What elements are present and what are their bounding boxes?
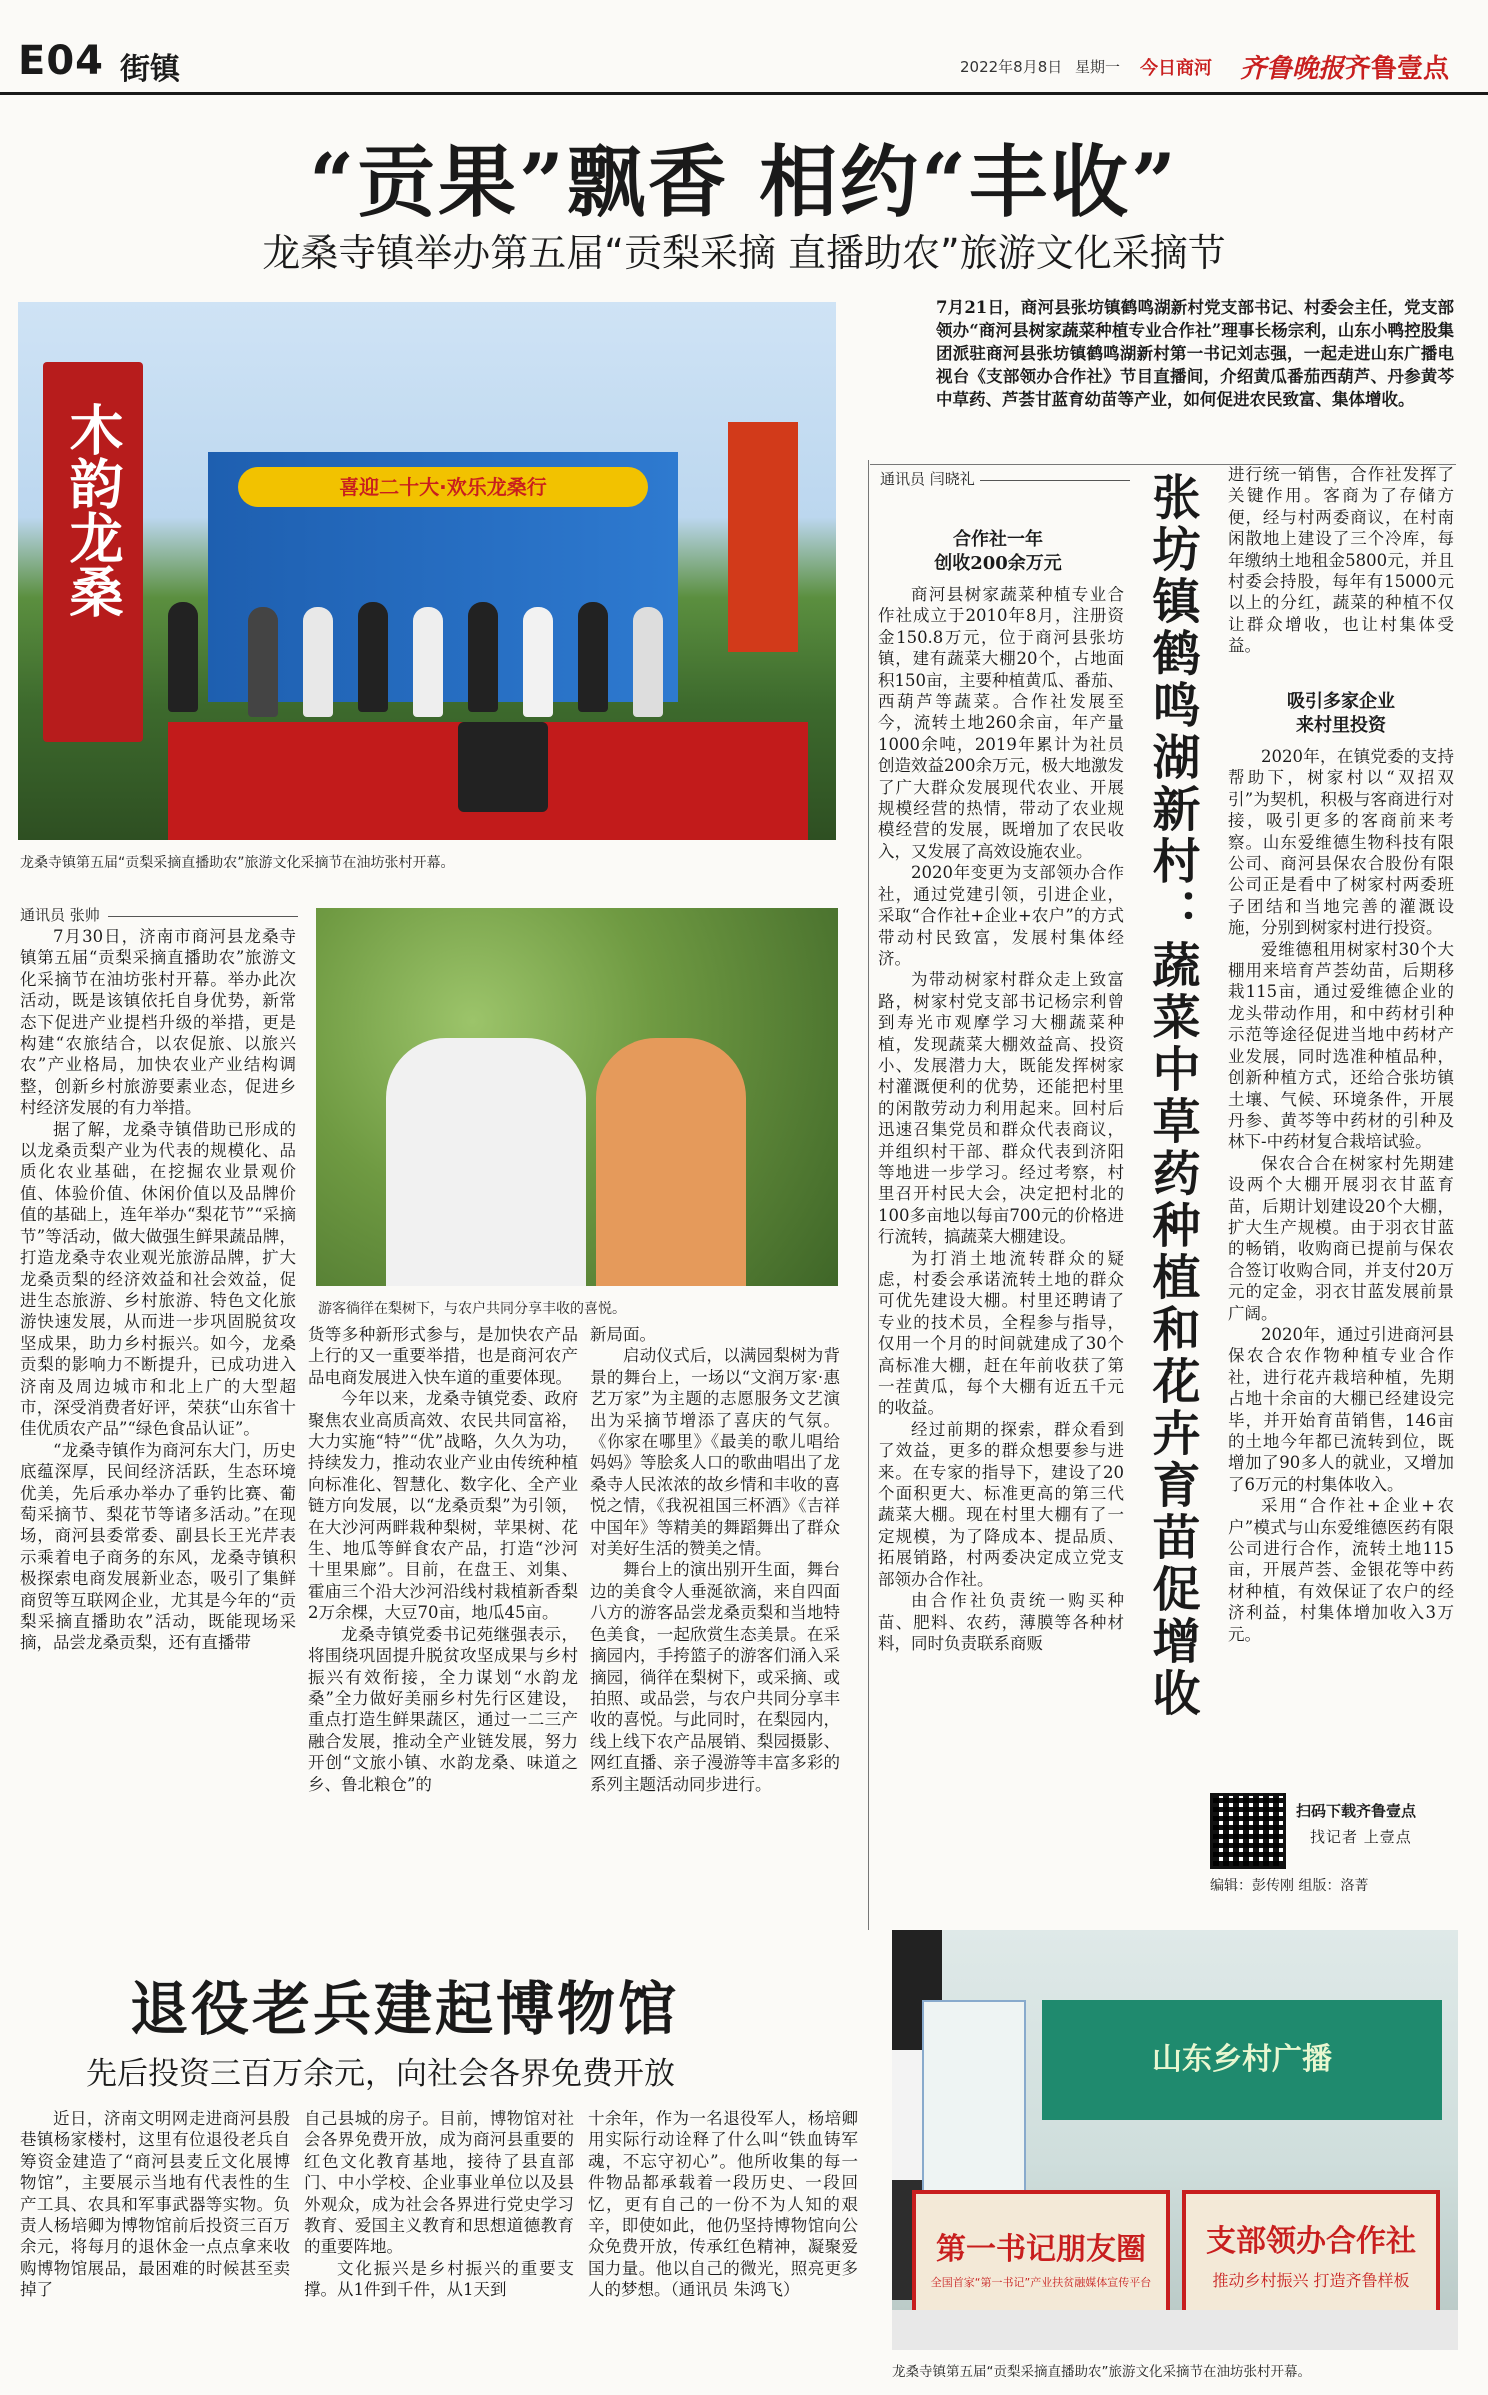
issue-date: 2022年8月8日 xyxy=(960,58,1063,76)
header-rule xyxy=(0,92,1488,95)
desk-panel-left xyxy=(912,2190,1170,2318)
paragraph: 2020年，在镇党委的支持帮助下，树家村以“双招双引”为契机，积极与客商进行对接，吸引更多的客商前来考察。山东爱维德生物科技有限公司、商河县保农合股份有限公司正是看中了树家村两委班子团结和当地完善的灌溉设施，分别到树家村进行投资。 xyxy=(1228,747,1454,938)
paragraph: 爱维德租用树家村30个大棚用来培育芦荟幼苗，后期移栽115亩，通过爱维德企业的龙头带动作用，和中药材引种示范等途径促进当地中药材产业发展，同时选准种植品种，创新种植方式，还给合张坊镇土壤、气候、环境条件，开展丹参、黄芩等中药材的引种及林下-中药材复合栽培试验。 xyxy=(1228,939,1454,1152)
stage-speaker xyxy=(458,722,548,812)
paragraph: 十余年，作为一名退役军人，杨培卿用实际行动诠释了什么叫“铁血铸军魂，不忘守初心”。他所收集的每一件物品都承载着一段历史、一段回忆，更有自己的一份不为人知的艰辛，即使如此，他仍坚持博物馆向公众免费开放，传承红色精神，凝聚爱国力量。他以自己的微光，照亮更多人的梦想。（通讯员 朱鸿飞） xyxy=(588,2109,858,2300)
paragraph: 保农合合在树家村先期建设两个大棚开展羽衣甘蓝育苗，后期计划建设20个大棚，扩大生产规模。由于羽衣甘蓝的畅销，收购商已提前与保农合签订收购合同，并支付20万元的定金，羽衣甘蓝发展前景广阔。 xyxy=(1228,1153,1454,1323)
article3-column-3 xyxy=(588,2108,858,2378)
article2-column-b xyxy=(1228,464,1454,684)
person xyxy=(168,602,198,712)
article2-subheading-1: 合作社一年 创收200余万元 xyxy=(934,529,1062,574)
paragraph: 龙桑寺镇党委书记苑继强表示，将围绕巩固提升脱贫攻坚成果与乡村振兴有效衔接，全力谋划“水韵龙桑”全力做好美丽乡村先行区建设，重点打造生鲜果蔬区，通过一二三产融合发展，推动全产业链发展，努力开创“文旅小镇、水韵龙桑、味道之乡、鲁北粮仓”的 xyxy=(308,1624,578,1794)
paragraph: 舞台上的演出别开生面，舞台边的美食令人垂涎欲滴，来自四面八方的游客品尝龙桑贡梨和当地特色美食，一起欣赏生态美景。在采摘园内，手挎篮子的游客们涌入采摘园，徜徉在梨树下，或采摘、或拍照、或品尝，与农户共同分享丰收的喜悦。与此同时，在梨园内，线上线下农产品展销、梨园摄影、网红直播、亲子漫游等丰富多彩的系列主题活动同步进行。 xyxy=(590,1560,840,1794)
photo-broadcast-studio xyxy=(892,1930,1458,2350)
stage-backdrop-slogan xyxy=(238,467,648,507)
panel-right-subtitle: 推动乡村振兴 打造齐鲁样板 xyxy=(1212,2271,1410,2290)
photo1-caption: 龙桑寺镇第五届“贡梨采摘直播助农”旅游文化采摘节在油坊张村开幕。 xyxy=(20,855,455,871)
article1-column-1 xyxy=(20,926,296,2114)
article2-lede: 7月21日，商河县张坊镇鹤鸣湖新村党支部书记、村委会主任，党支部领办“商河县树家蔬菜种植专业合作社”理事长杨宗利，山东小鸭控股集团派驻商河县张坊镇鹤鸣湖新村第一书记刘志强，一起走进山东广播电视台《支部领办合作社》节目直播间，介绍黄瓜番茄西葫芦、丹参黄芩中草药、芦荟甘蓝育幼苗等产业，如何促进农民致富、集体增收。 xyxy=(936,298,1454,409)
paragraph: 商河县树家蔬菜种植专业合作社成立于2010年8月，注册资金150.8万元，位于商河县张坊镇，建有蔬菜大棚20个，占地面积150亩，主要种植黄瓜、番茄、西葫芦等蔬菜。合作社发展至今，流转土地260余亩，年产量1000余吨，2019年累计为社员创造效益200余万元，极大地激发了广大群众发展现代农业、开展规模经营的热情，带动了农业规模经营的发展，既增加了农民收入，又发展了高效设施农业。 xyxy=(878,585,1124,861)
article3-column-1 xyxy=(20,2108,290,2378)
column-divider xyxy=(868,460,869,1930)
paragraph: 2020年，通过引进商河县保农合农作物种植专业合作社，进行花卉栽培种植，先期占地十余亩的大棚已经建设完毕，并开始育苗销售，146亩的土地今年都已流转到位，既增加了90多人的就业，又增加了6万元的村集体收入。 xyxy=(1228,1324,1454,1494)
byline-rule xyxy=(980,480,1130,481)
section-name: 街镇 xyxy=(120,52,180,87)
photo3-caption: 龙桑寺镇第五届“贡梨采摘直播助农”旅游文化采摘节在油坊张村开幕。 xyxy=(892,2364,1311,2380)
paragraph: 由合作社负责统一购买种苗、肥料、农药，薄膜等各种材料，同时负责联系商贩 xyxy=(878,1591,1124,1653)
paragraph: 货等多种新形式参与，是加快农产品上行的又一重要举措，也是商河农产品电商发展进入快车道的重要体现。 xyxy=(308,1325,578,1387)
article2-column-c xyxy=(1228,746,1454,1776)
article1-subtitle: 龙桑寺镇举办第五届“贡梨采摘 直播助农”旅游文化采摘节 xyxy=(262,231,1226,275)
paragraph: “龙桑寺镇作为商河东大门，历史底蕴深厚，民间经济活跃，生态环境优美，先后承办举办了垂钓比赛、葡萄采摘节、梨花节等诸多活动。”在现场，商河县委常委、副县长王光芹表示乘着电子商务的东风，龙桑寺镇积极探索电商发展新业态，吸引了集鲜商贸等互联网企业，尤其是今年的“贡梨采摘直播助农”活动，既能现场采摘，品尝龙桑贡梨，还有直播带 xyxy=(20,1440,296,1653)
editor-credit: 编辑：彭传刚 组版：洛菁 xyxy=(1210,1878,1369,1894)
paragraph: 据了解，龙桑寺镇借助已形成的以龙桑贡梨产业为代表的规模化、品质化农业基础，在挖掘农业景观价值、体验价值、休闲价值以及品牌价值的基础上，连年举办“梨花节”“采摘节”等活动，做大做强生鲜果蔬品牌，打造龙桑寺农业观光旅游品牌，扩大龙桑贡梨的经济效益和社会效益，促进生态旅游、乡村旅游、特色文化旅游快速发展，从而进一步巩固脱贫攻坚成果，助力乡村振兴。如今，龙桑贡梨的影响力不断提升，已成功进入济南及周边城市和北上广的大型超市，深受消费者好评，荣获“山东省十佳优质农产品”“绿色食品认证”。 xyxy=(20,1119,296,1439)
edition-label: 今日商河 xyxy=(1140,58,1212,79)
article2-column-a xyxy=(878,584,1124,1924)
person xyxy=(303,607,333,717)
person xyxy=(578,602,608,712)
person xyxy=(468,602,498,712)
article1-byline: 通讯员 张帅 xyxy=(20,906,100,924)
article3-subtitle: 先后投资三百万余元，向社会各界免费开放 xyxy=(86,2056,675,2092)
paragraph: 近日，济南文明网走进商河县殷巷镇杨家楼村，这里有位退役老兵自筹资金建造了“商河县麦丘文化展博物馆”，主要展示当地有代表性的生产工具、农具和军事武器等实物。负责人杨培卿为博物馆前后投资三百万余元，将每月的退休金一点点拿来收购博物馆展品，最困难的时候甚至卖掉了 xyxy=(20,2109,290,2300)
paragraph: 今年以来，龙桑寺镇党委、政府聚焦农业高质高效、农民共同富裕，大力实施“特”“优”战略，久久为功，持续发力，推动农业产业由传统种植向标准化、智慧化、数字化、全产业链方向发展，以“龙桑贡梨”为引领，在大沙河两畔栽种梨树，苹果树、花生、地瓜等鲜食农产品，打造“沙河十里果廊”。目前，在盘王、刘集、霍庙三个沿大沙河沿线村栽植新香梨2万余棵，大豆70亩，地瓜45亩。 xyxy=(308,1389,578,1623)
desk-panel-right xyxy=(1182,2190,1440,2318)
visitor-white-shirt xyxy=(386,1038,586,1286)
visitor-orange-shirt xyxy=(596,1038,746,1286)
banner-calligraphy: 木韵龙桑 xyxy=(61,402,125,618)
studio-side-board xyxy=(922,2000,1026,2194)
paragraph: 采用“合作社+企业+农户”模式与山东爱维德医药有限公司进行合作，流转土地115亩，开展芦荟、金银花等中药材种植，有效保证了农户的经济利益，村集体增加收入3万元。 xyxy=(1228,1496,1454,1644)
paragraph: 为带动树家村群众走上致富路，树家村党支部书记杨宗利曾到寿光市观摩学习大棚蔬菜种植，发现蔬菜大棚效益高、投资小、发展潜力大，既能发挥树家村灌溉便利的优势，还能把村里的闲散劳动力利用起来。回村后迅速召集党员和群众代表商议，并组织村干部、群众代表到济阳等地进一步学习。经过考察，村里召开村民大会，决定把村北的100多亩地以每亩700元的价格进行流转，搞蔬菜大棚建设。 xyxy=(878,970,1124,1247)
paragraph: 自己县城的房子。目前，博物馆对社会各界免费开放，成为商河县重要的红色文化教育基地，接待了县直部门、中小学校、企业事业单位以及县外观众，成为社会各界进行党史学习教育、爱国主义教育和思想道德教育的重要阵地。 xyxy=(304,2109,574,2257)
issue-weekday: 星期一 xyxy=(1075,58,1121,76)
photo2-caption: 游客徜徉在梨树下，与农户共同分享丰收的喜悦。 xyxy=(318,1301,626,1317)
brand-qilu-yidian: 齐鲁壹点 xyxy=(1345,54,1450,84)
paragraph: 7月30日，济南市商河县龙桑寺镇第五届“贡梨采摘直播助农”旅游文化采摘节在油坊张村开幕。举办此次活动，既是该镇依托自身优势，新常态下促进产业提档升级的举措，更是构建“农旅结合，以农促旅、以旅兴农”产业格局，加快农业产业结构调整，创新乡村旅游要素业态，促进乡村经济发展的有力举措。 xyxy=(20,927,296,1118)
panel-left-subtitle: 全国首家“第一书记”产业扶贫融媒体宣传平台 xyxy=(930,2276,1152,2289)
qr-sublabel: 找记者 上壹点 xyxy=(1310,1828,1412,1846)
person xyxy=(523,607,553,717)
panel-right-title: 支部领办合作社 xyxy=(1206,2224,1416,2259)
article3-title: 退役老兵建起博物馆 xyxy=(130,1975,680,2043)
person xyxy=(413,607,443,717)
photo-opening-ceremony xyxy=(18,302,836,840)
paragraph: 启动仪式后，以满园梨树为背景的舞台上，一场以“文润万家·惠艺万家”为主题的志愿服务文艺演出为采摘节增添了喜庆的气氛。《你家在哪里》《最美的歌儿唱给妈妈》等脍炙人口的歌曲唱出了龙桑寺人民浓浓的故乡情和丰收的喜悦之情，《我祝祖国三杯酒》《吉祥中国年》等精美的舞蹈舞出了群众对美好生活的赞美之情。 xyxy=(590,1346,840,1559)
slogan-text: 喜迎二十大·欢乐龙桑行 xyxy=(339,475,547,499)
qr-label: 扫码下载齐鲁壹点 xyxy=(1296,1802,1417,1820)
paragraph: 经过前期的探索，群众看到了效益，更多的群众想要参与进来。在专家的指导下，建设了20个面积更大、标准更高的第三代蔬菜大棚。现在村里大棚有了一定规模，为了降成本、提品质、拓展销路，村两委决定成立党支部领办合作社。 xyxy=(878,1419,1124,1589)
qr-code[interactable] xyxy=(1210,1793,1286,1869)
paragraph: 为打消土地流转群众的疑虑，村委会承诺流转土地的群众可优先建设大棚。村里还聘请了专业的技术员，全程参与指导，仅用一个月的时间就建成了30个高标准大棚，赶在年前收获了第一茬黄瓜，每个大棚有近五千元的收益。 xyxy=(878,1248,1124,1418)
page-number: E04 xyxy=(18,38,104,84)
paragraph: 文化振兴是乡村振兴的重要支撑。从1件到千件，从1天到 xyxy=(304,2258,574,2300)
paragraph: 2020年变更为支部领办合作社，通过党建引领，引进企业，采取“合作社+企业+农户”的方式带动村民致富，发展村集体经济。 xyxy=(878,863,1124,968)
person xyxy=(248,607,278,717)
person xyxy=(633,607,663,717)
studio-screen xyxy=(1042,2000,1442,2120)
article1-title: “贡果”飘香 相约“丰收” xyxy=(309,137,1179,228)
paragraph: 进行统一销售，合作社发挥了关键作用。客商为了存储方便，经与村两委商议，在村南闲散地上建设了三个冷库，每年缴纳土地租金5800元，并且村委会持股，每年有15000元以上的分红，蔬菜的种植不仅让群众增收，也让村集体受益。 xyxy=(1228,465,1454,656)
brand-qilu-evening-news: 齐鲁晚报 xyxy=(1240,54,1345,84)
panel-left-title: 第一书记朋友圈 xyxy=(936,2232,1146,2267)
article3-column-2 xyxy=(304,2108,574,2378)
side-flag xyxy=(728,422,798,652)
screen-text: 山东乡村广播 xyxy=(1152,2042,1332,2077)
person xyxy=(358,602,388,712)
byline-rule xyxy=(108,916,298,917)
red-calligraphy-banner xyxy=(43,362,143,742)
photo-pear-orchard xyxy=(316,908,838,1286)
article2-vertical-title: 张坊镇鹤鸣湖新村：蔬菜中草药种植和花卉育苗促增收 xyxy=(1144,472,1200,1720)
studio-desk xyxy=(892,2310,1458,2350)
paragraph: 新局面。 xyxy=(590,1325,656,1344)
article2-subheading-2: 吸引多家企业 来村里投资 xyxy=(1287,691,1395,736)
article2-byline: 通讯员 闫晓礼 xyxy=(880,470,975,488)
